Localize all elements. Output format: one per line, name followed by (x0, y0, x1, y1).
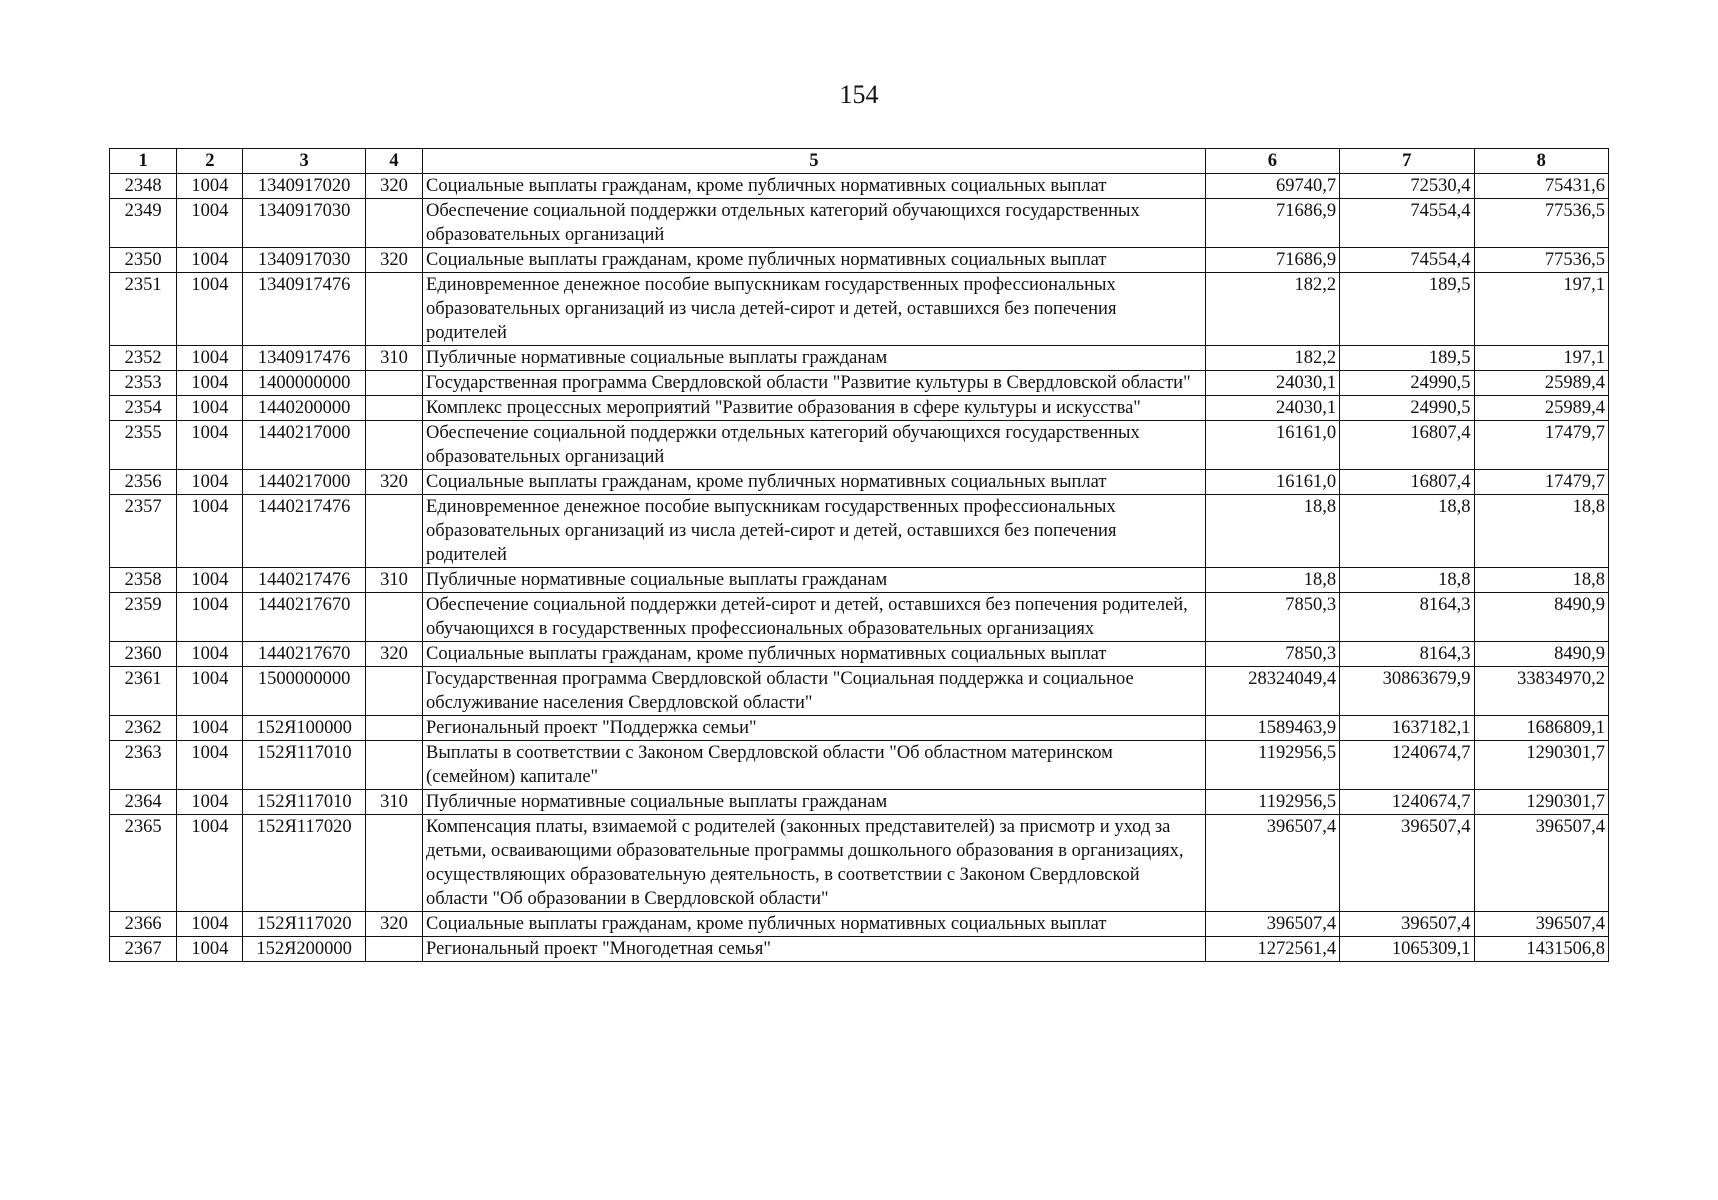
item-name: Публичные нормативные социальные выплаты гражданам (423, 790, 1206, 815)
expense-type-code: 320 (365, 642, 422, 667)
amount-col-7: 24990,5 (1340, 396, 1474, 421)
page-number: 154 (839, 80, 879, 109)
amount-col-7: 16807,4 (1340, 421, 1474, 470)
row-number: 2352 (110, 346, 177, 371)
amount-col-6: 28324049,4 (1205, 667, 1339, 716)
item-name: Компенсация платы, взимаемой с родителей (законных представителей) за присмотр и уход за детьми, осваивающими образовательные программы дошкольного образования в организациях, осуществляющих образовательную деятельность, в соответствии с Законом Свердловской области "Об образовании в Свердловской области" (423, 815, 1206, 912)
amount-col-8: 18,8 (1474, 495, 1608, 568)
table-row (110, 174, 1609, 199)
section-code: 1004 (177, 174, 243, 199)
amount-col-7: 74554,4 (1340, 199, 1474, 248)
target-article-code: 152Я117020 (243, 815, 365, 912)
amount-col-6: 396507,4 (1205, 912, 1339, 937)
header-row (110, 149, 1609, 174)
item-name: Выплаты в соответствии с Законом Свердловской области "Об областном материнском (семейном) капитале" (423, 741, 1206, 790)
expense-type-code (365, 716, 422, 741)
amount-col-8: 25989,4 (1474, 371, 1608, 396)
expense-type-code (365, 593, 422, 642)
target-article-code: 1440217000 (243, 421, 365, 470)
item-name: Обеспечение социальной поддержки детей-сирот и детей, оставшихся без попечения родителей, обучающихся в государственных профессиональных образовательных организациях (423, 593, 1206, 642)
row-number: 2356 (110, 470, 177, 495)
amount-col-7: 396507,4 (1340, 815, 1474, 912)
row-number: 2361 (110, 667, 177, 716)
table-row (110, 716, 1609, 741)
section-code: 1004 (177, 346, 243, 371)
header-col-7: 7 (1340, 149, 1474, 174)
target-article-code: 1340917476 (243, 273, 365, 346)
amount-col-8: 197,1 (1474, 273, 1608, 346)
table-row (110, 199, 1609, 248)
header-col-6: 6 (1205, 149, 1339, 174)
expense-type-code (365, 199, 422, 248)
section-code: 1004 (177, 495, 243, 568)
table-row (110, 346, 1609, 371)
amount-col-6: 24030,1 (1205, 371, 1339, 396)
item-name: Публичные нормативные социальные выплаты гражданам (423, 346, 1206, 371)
amount-col-7: 8164,3 (1340, 593, 1474, 642)
row-number: 2357 (110, 495, 177, 568)
table-row (110, 396, 1609, 421)
amount-col-7: 1637182,1 (1340, 716, 1474, 741)
amount-col-8: 197,1 (1474, 346, 1608, 371)
item-name: Региональный проект "Многодетная семья" (423, 937, 1206, 962)
target-article-code: 1440217000 (243, 470, 365, 495)
amount-col-6: 396507,4 (1205, 815, 1339, 912)
amount-col-6: 1589463,9 (1205, 716, 1339, 741)
target-article-code: 1440217670 (243, 593, 365, 642)
table-row (110, 741, 1609, 790)
table-row (110, 667, 1609, 716)
row-number: 2362 (110, 716, 177, 741)
amount-col-7: 24990,5 (1340, 371, 1474, 396)
amount-col-6: 16161,0 (1205, 421, 1339, 470)
amount-col-8: 25989,4 (1474, 396, 1608, 421)
amount-col-8: 77536,5 (1474, 248, 1608, 273)
item-name: Социальные выплаты гражданам, кроме публичных нормативных социальных выплат (423, 470, 1206, 495)
row-number: 2366 (110, 912, 177, 937)
amount-col-8: 1431506,8 (1474, 937, 1608, 962)
target-article-code: 1440217670 (243, 642, 365, 667)
amount-col-8: 1290301,7 (1474, 790, 1608, 815)
target-article-code: 1440217476 (243, 495, 365, 568)
section-code: 1004 (177, 790, 243, 815)
table-body (110, 174, 1609, 962)
section-code: 1004 (177, 937, 243, 962)
row-number: 2348 (110, 174, 177, 199)
amount-col-7: 1240674,7 (1340, 790, 1474, 815)
amount-col-7: 8164,3 (1340, 642, 1474, 667)
table-row (110, 248, 1609, 273)
item-name: Обеспечение социальной поддержки отдельных категорий обучающихся государственных образовательных организаций (423, 199, 1206, 248)
item-name: Государственная программа Свердловской области "Социальная поддержка и социальное обслуживание населения Свердловской области" (423, 667, 1206, 716)
table-row (110, 371, 1609, 396)
item-name: Публичные нормативные социальные выплаты гражданам (423, 568, 1206, 593)
amount-col-8: 17479,7 (1474, 470, 1608, 495)
section-code: 1004 (177, 815, 243, 912)
item-name: Социальные выплаты гражданам, кроме публичных нормативных социальных выплат (423, 174, 1206, 199)
amount-col-6: 16161,0 (1205, 470, 1339, 495)
amount-col-8: 18,8 (1474, 568, 1608, 593)
amount-col-6: 182,2 (1205, 273, 1339, 346)
expense-type-code: 320 (365, 174, 422, 199)
expense-type-code (365, 667, 422, 716)
amount-col-7: 18,8 (1340, 568, 1474, 593)
expense-type-code (365, 273, 422, 346)
table-row (110, 912, 1609, 937)
table-row (110, 568, 1609, 593)
target-article-code: 1400000000 (243, 371, 365, 396)
section-code: 1004 (177, 199, 243, 248)
row-number: 2349 (110, 199, 177, 248)
section-code: 1004 (177, 421, 243, 470)
expense-type-code (365, 741, 422, 790)
row-number: 2363 (110, 741, 177, 790)
amount-col-8: 8490,9 (1474, 593, 1608, 642)
target-article-code: 152Я117010 (243, 741, 365, 790)
header-col-4: 4 (365, 149, 422, 174)
target-article-code: 152Я100000 (243, 716, 365, 741)
amount-col-6: 1272561,4 (1205, 937, 1339, 962)
amount-col-6: 18,8 (1205, 568, 1339, 593)
target-article-code: 152Я200000 (243, 937, 365, 962)
row-number: 2364 (110, 790, 177, 815)
table-row (110, 937, 1609, 962)
table-row (110, 642, 1609, 667)
target-article-code: 1340917030 (243, 248, 365, 273)
amount-col-8: 1686809,1 (1474, 716, 1608, 741)
amount-col-8: 33834970,2 (1474, 667, 1608, 716)
section-code: 1004 (177, 593, 243, 642)
item-name: Региональный проект "Поддержка семьи" (423, 716, 1206, 741)
amount-col-6: 7850,3 (1205, 593, 1339, 642)
expense-type-code (365, 495, 422, 568)
row-number: 2353 (110, 371, 177, 396)
table-row (110, 495, 1609, 568)
expense-type-code: 310 (365, 790, 422, 815)
amount-col-7: 30863679,9 (1340, 667, 1474, 716)
row-number: 2365 (110, 815, 177, 912)
amount-col-8: 1290301,7 (1474, 741, 1608, 790)
item-name: Обеспечение социальной поддержки отдельных категорий обучающихся государственных образовательных организаций (423, 421, 1206, 470)
section-code: 1004 (177, 741, 243, 790)
target-article-code: 1440200000 (243, 396, 365, 421)
amount-col-8: 17479,7 (1474, 421, 1608, 470)
section-code: 1004 (177, 396, 243, 421)
table-row (110, 273, 1609, 346)
section-code: 1004 (177, 642, 243, 667)
amount-col-8: 75431,6 (1474, 174, 1608, 199)
expense-type-code (365, 937, 422, 962)
amount-col-6: 24030,1 (1205, 396, 1339, 421)
section-code: 1004 (177, 912, 243, 937)
amount-col-8: 396507,4 (1474, 912, 1608, 937)
item-name: Социальные выплаты гражданам, кроме публичных нормативных социальных выплат (423, 642, 1206, 667)
target-article-code: 1440217476 (243, 568, 365, 593)
section-code: 1004 (177, 248, 243, 273)
row-number: 2350 (110, 248, 177, 273)
amount-col-7: 396507,4 (1340, 912, 1474, 937)
expense-type-code: 320 (365, 912, 422, 937)
amount-col-6: 69740,7 (1205, 174, 1339, 199)
row-number: 2351 (110, 273, 177, 346)
section-code: 1004 (177, 273, 243, 346)
amount-col-7: 18,8 (1340, 495, 1474, 568)
amount-col-7: 72530,4 (1340, 174, 1474, 199)
expense-type-code (365, 421, 422, 470)
budget-table (109, 148, 1609, 962)
item-name: Социальные выплаты гражданам, кроме публичных нормативных социальных выплат (423, 912, 1206, 937)
amount-col-7: 1065309,1 (1340, 937, 1474, 962)
section-code: 1004 (177, 667, 243, 716)
section-code: 1004 (177, 716, 243, 741)
amount-col-8: 396507,4 (1474, 815, 1608, 912)
target-article-code: 1340917030 (243, 199, 365, 248)
amount-col-6: 1192956,5 (1205, 741, 1339, 790)
amount-col-6: 71686,9 (1205, 199, 1339, 248)
header-col-5: 5 (423, 149, 1206, 174)
expense-type-code: 320 (365, 248, 422, 273)
amount-col-6: 7850,3 (1205, 642, 1339, 667)
amount-col-6: 18,8 (1205, 495, 1339, 568)
row-number: 2354 (110, 396, 177, 421)
expense-type-code: 320 (365, 470, 422, 495)
row-number: 2355 (110, 421, 177, 470)
amount-col-6: 71686,9 (1205, 248, 1339, 273)
item-name: Единовременное денежное пособие выпускникам государственных профессиональных образовательных организаций из числа детей-сирот и детей, оставшихся без попечения родителей (423, 273, 1206, 346)
target-article-code: 1340917020 (243, 174, 365, 199)
row-number: 2359 (110, 593, 177, 642)
table-row (110, 815, 1609, 912)
table-row (110, 421, 1609, 470)
target-article-code: 152Я117020 (243, 912, 365, 937)
section-code: 1004 (177, 371, 243, 396)
item-name: Государственная программа Свердловской области "Развитие культуры в Свердловской области" (423, 371, 1206, 396)
amount-col-7: 74554,4 (1340, 248, 1474, 273)
row-number: 2367 (110, 937, 177, 962)
table-row (110, 790, 1609, 815)
row-number: 2360 (110, 642, 177, 667)
item-name: Единовременное денежное пособие выпускникам государственных профессиональных образовательных организаций из числа детей-сирот и детей, оставшихся без попечения родителей (423, 495, 1206, 568)
item-name: Комплекс процессных мероприятий "Развитие образования в сфере культуры и искусства" (423, 396, 1206, 421)
target-article-code: 152Я117010 (243, 790, 365, 815)
amount-col-6: 182,2 (1205, 346, 1339, 371)
header-col-8: 8 (1474, 149, 1608, 174)
expense-type-code: 310 (365, 568, 422, 593)
amount-col-7: 16807,4 (1340, 470, 1474, 495)
amount-col-7: 1240674,7 (1340, 741, 1474, 790)
target-article-code: 1500000000 (243, 667, 365, 716)
expense-type-code (365, 815, 422, 912)
header-col-2: 2 (177, 149, 243, 174)
amount-col-7: 189,5 (1340, 346, 1474, 371)
table-row (110, 470, 1609, 495)
expense-type-code (365, 396, 422, 421)
item-name: Социальные выплаты гражданам, кроме публичных нормативных социальных выплат (423, 248, 1206, 273)
amount-col-8: 77536,5 (1474, 199, 1608, 248)
expense-type-code (365, 371, 422, 396)
section-code: 1004 (177, 470, 243, 495)
amount-col-6: 1192956,5 (1205, 790, 1339, 815)
expense-type-code: 310 (365, 346, 422, 371)
table-row (110, 593, 1609, 642)
row-number: 2358 (110, 568, 177, 593)
amount-col-7: 189,5 (1340, 273, 1474, 346)
header-col-1: 1 (110, 149, 177, 174)
header-col-3: 3 (243, 149, 365, 174)
amount-col-8: 8490,9 (1474, 642, 1608, 667)
target-article-code: 1340917476 (243, 346, 365, 371)
section-code: 1004 (177, 568, 243, 593)
